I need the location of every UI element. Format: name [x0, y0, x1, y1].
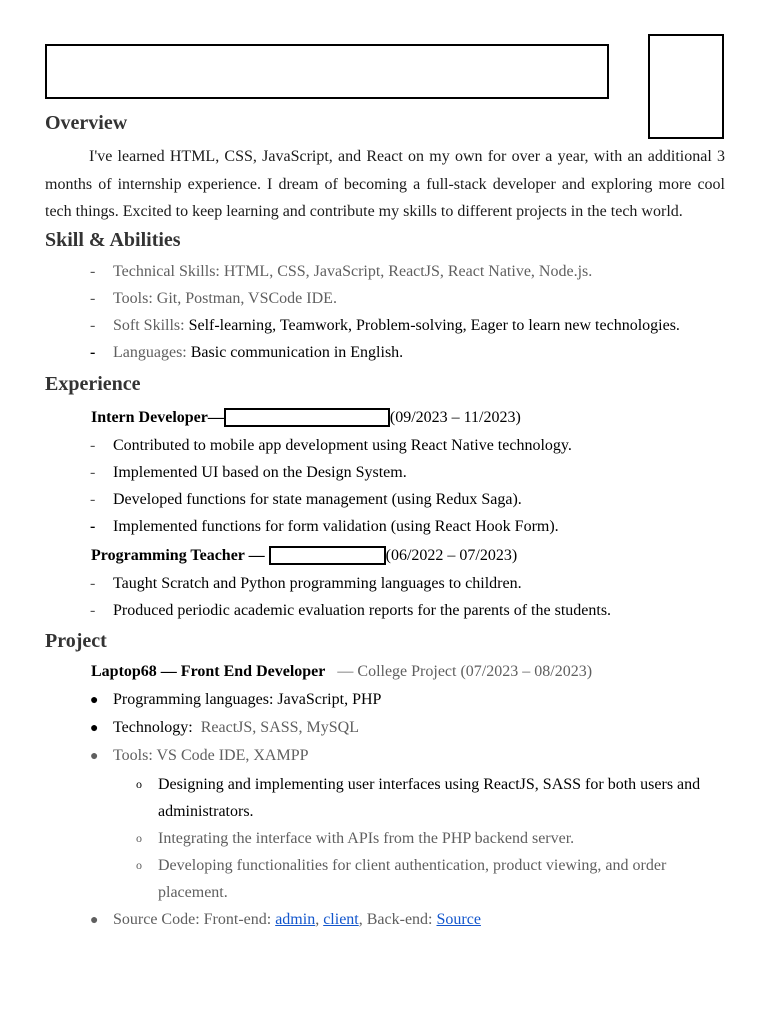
admin-link[interactable]: admin — [275, 911, 316, 928]
dash-marker: - — [90, 602, 96, 619]
experience-bullet: - Implemented UI based on the Design System. — [90, 464, 407, 481]
project-detail-languages: ● Programming languages: JavaScript, PHP — [90, 691, 382, 708]
experience-bullet: - Contributed to mobile app development using React Native technology. — [90, 437, 572, 454]
dash-marker: - — [90, 437, 96, 454]
dash-marker: - — [90, 263, 96, 280]
circle-marker: o — [136, 831, 142, 845]
experience-bullet: - Developed functions for state management (using Redux Saga). — [90, 491, 522, 508]
dash-marker: - — [90, 344, 96, 361]
overview-paragraph: I've learned HTML, CSS, JavaScript, and React on my own for over a year, with an additional 3 months of internship experience. I dream of becoming a full-stack developer and exploring more cool tech things. Excited to keep learning and contribute my skills to different projects in the tech world. — [45, 148, 725, 220]
redacted-company-box — [269, 546, 386, 565]
skill-item-technical: - Technical Skills: HTML, CSS, JavaScript, ReactJS, React Native, Node.js. — [90, 263, 593, 280]
job-title-intern: Intern Developer— (09/2023 – 11/2023) — [91, 409, 521, 427]
skills-heading: Skill & Abilities — [45, 229, 181, 251]
dash-marker: - — [90, 491, 96, 508]
redacted-photo-box — [648, 34, 724, 139]
circle-marker: o — [136, 777, 142, 791]
project-detail-technology: ● Technology: ReactJS, SASS, MySQL — [90, 719, 359, 736]
skill-item-soft: - Soft Skills: Self-learning, Teamwork, Problem-solving, Eager to learn new technologies. — [90, 317, 680, 334]
skill-item-tools: - Tools: Git, Postman, VSCode IDE. — [90, 290, 337, 307]
dash-marker: - — [90, 290, 96, 307]
experience-heading: Experience — [45, 373, 141, 395]
project-sub-item: o Developing functionalities for client authentication, product viewing, and order placement. — [136, 852, 726, 906]
experience-bullet: - Produced periodic academic evaluation reports for the parents of the students. — [90, 602, 612, 619]
redacted-company-box — [224, 408, 390, 427]
circle-marker: o — [136, 858, 142, 872]
overview-heading: Overview — [45, 112, 128, 134]
project-source-code: ● Source Code: Front-end: admin, client, Back-end: Source — [90, 911, 481, 928]
redacted-name-box — [45, 44, 609, 99]
project-sub-item: o Integrating the interface with APIs from the PHP backend server. — [136, 825, 726, 852]
client-link[interactable]: client — [323, 911, 359, 928]
experience-bullet: - Implemented functions for form validation (using React Hook Form). — [90, 518, 559, 535]
dash-marker: - — [90, 575, 96, 592]
project-detail-tools: ● Tools: VS Code IDE, XAMPP — [90, 747, 309, 764]
project-title: Laptop68 — Front End Developer — College Project (07/2023 – 08/2023) — [91, 663, 593, 680]
dash-marker: - — [90, 464, 96, 481]
backend-source-link[interactable]: Source — [436, 911, 481, 928]
skill-item-languages: - Languages: Basic communication in English. — [90, 344, 404, 361]
project-sub-item: o Designing and implementing user interfaces using ReactJS, SASS for both users and administrators. — [136, 771, 726, 825]
bullet-marker: ● — [90, 693, 99, 708]
experience-bullet: - Taught Scratch and Python programming languages to children. — [90, 575, 522, 592]
job-title-teacher: Programming Teacher — (06/2022 – 07/2023) — [91, 547, 518, 565]
bullet-marker: ● — [90, 913, 99, 928]
project-heading: Project — [45, 630, 107, 652]
bullet-marker: ● — [90, 749, 99, 764]
dash-marker: - — [90, 518, 96, 535]
dash-marker: - — [90, 317, 96, 334]
bullet-marker: ● — [90, 721, 99, 736]
